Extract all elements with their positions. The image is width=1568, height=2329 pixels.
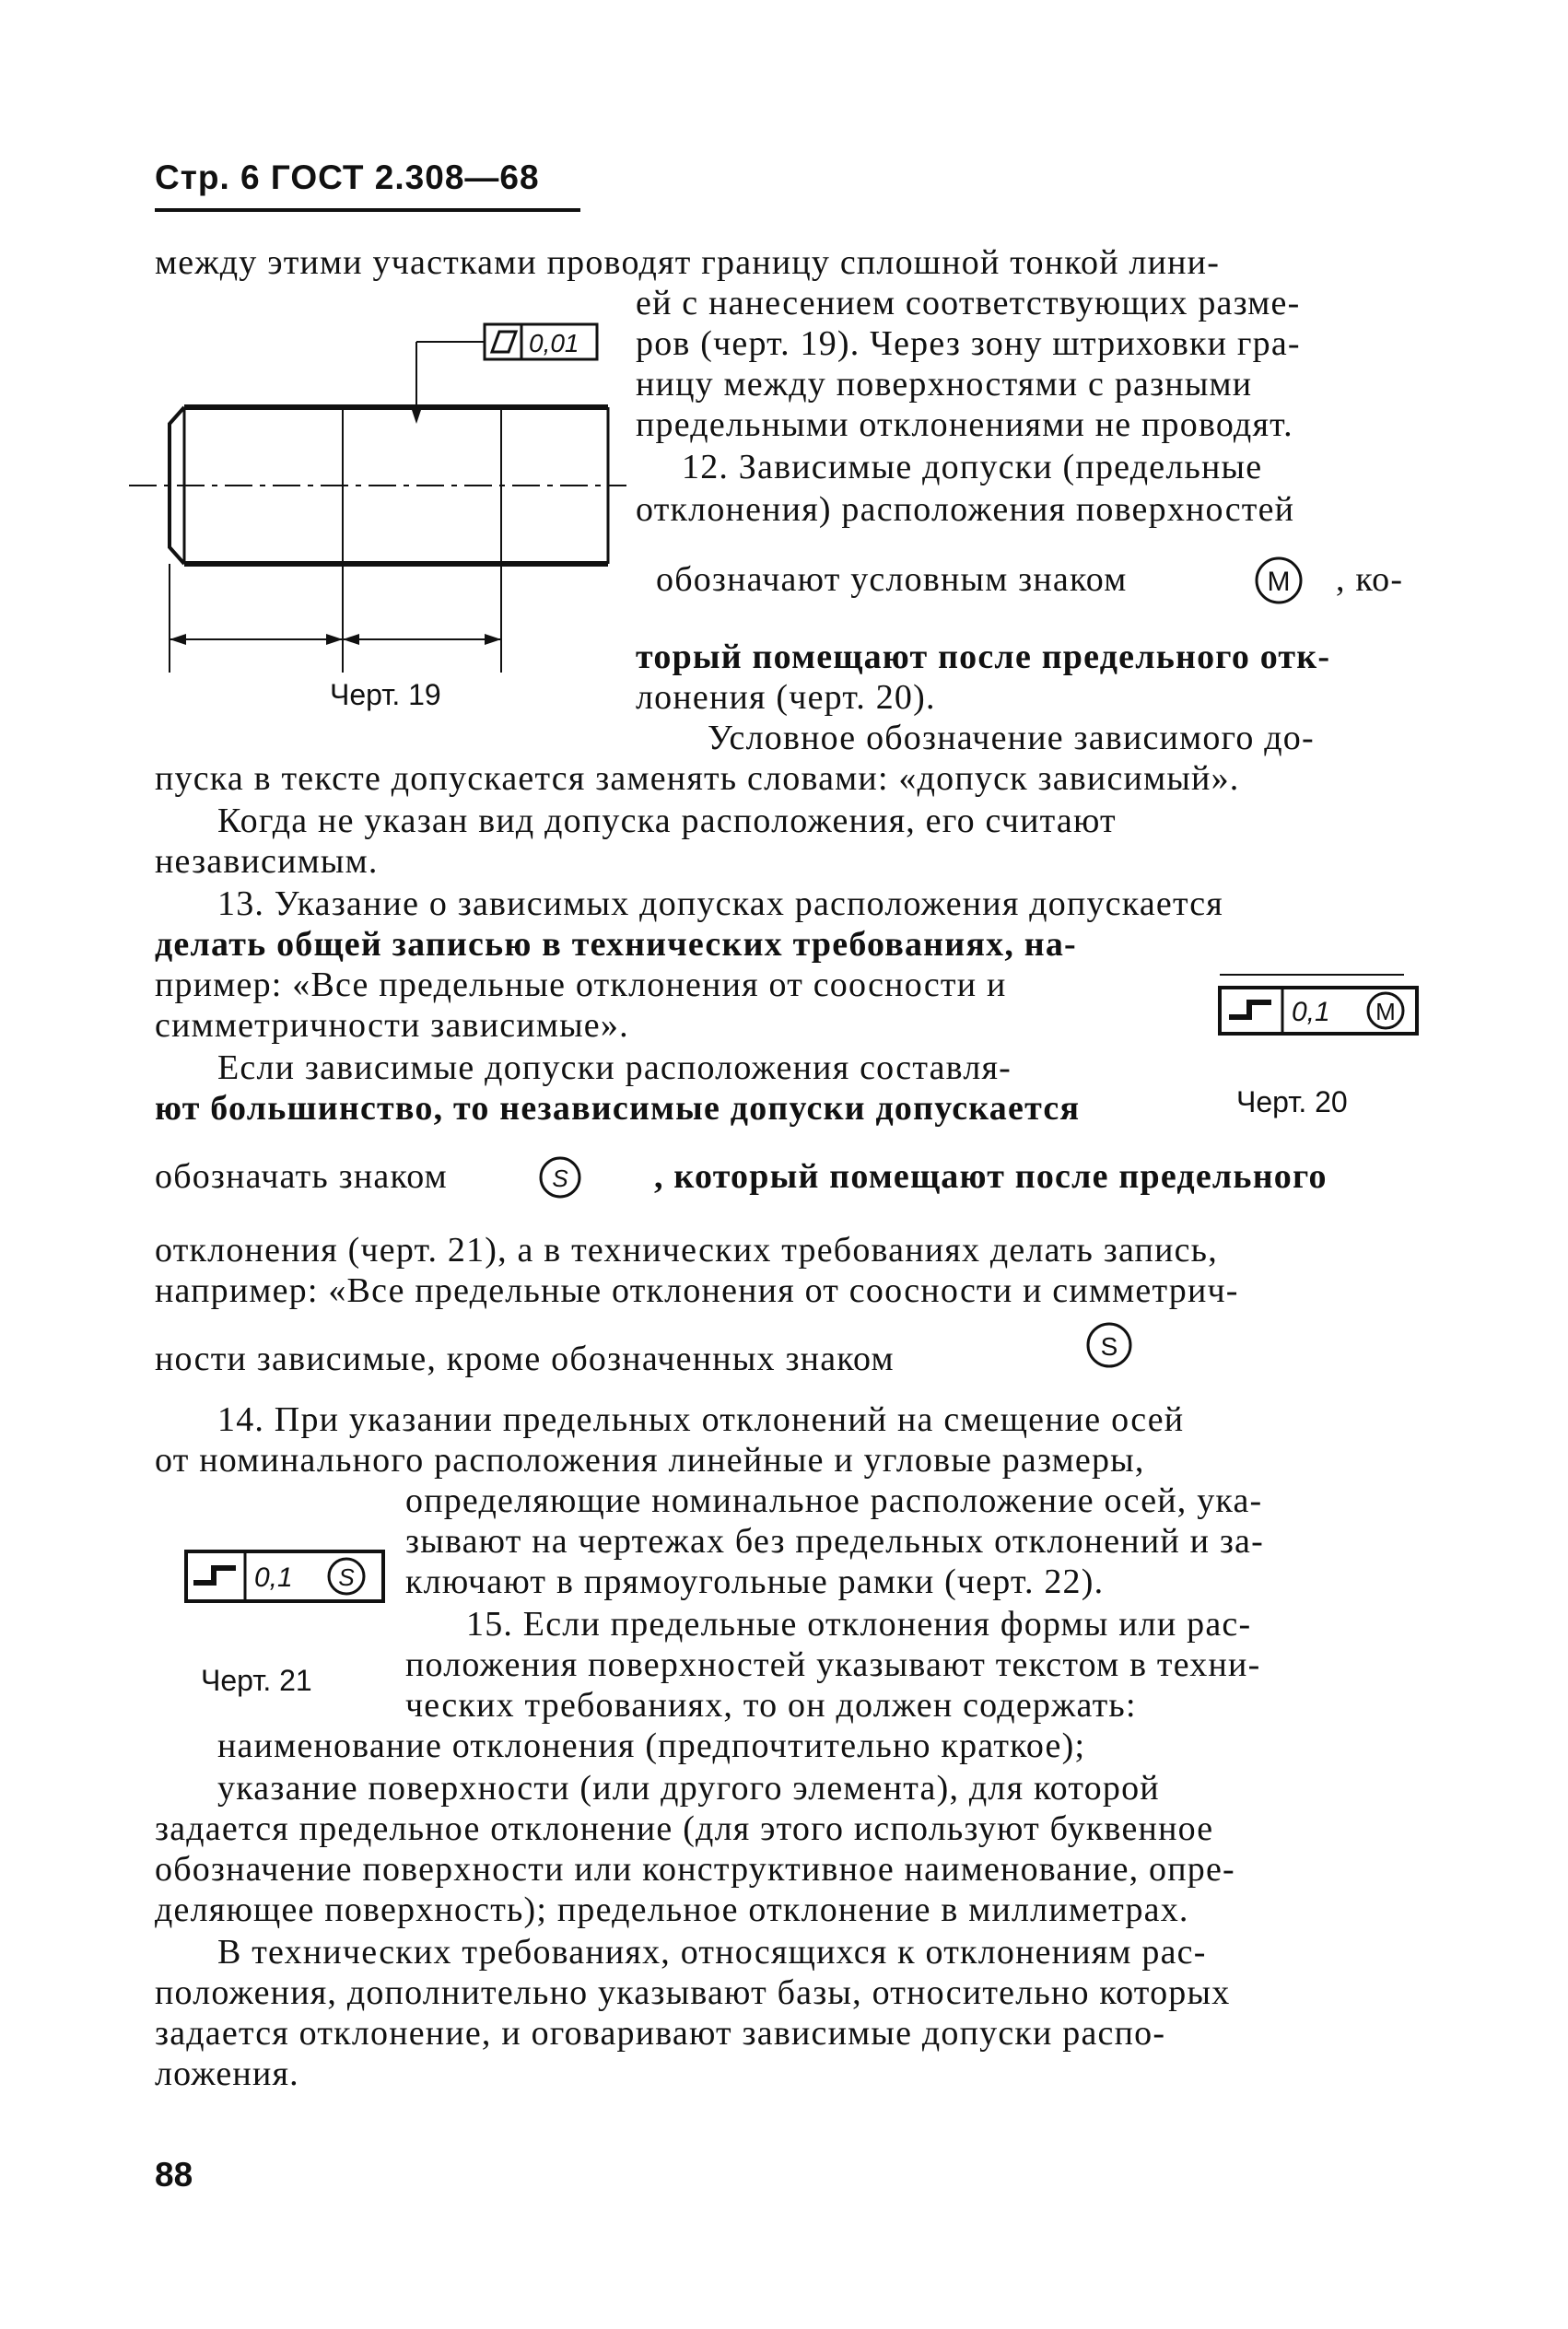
text-line: симметричности зависимые». [155, 1006, 629, 1045]
figure-19-frame-value: 0,01 [529, 329, 579, 357]
figure-21-caption: Черт. 21 [201, 1664, 312, 1697]
text-line: ности зависимые, кроме обозначенных знаком [155, 1340, 895, 1378]
figure-20-frame-symbol: M [1375, 998, 1396, 1025]
text-line: положения, дополнительно указывают базы, относительно которых [155, 1973, 1231, 2012]
position-symbol-icon [193, 1568, 236, 1583]
text-line: зывают на чертежах без предельных отклонений и за- [405, 1522, 1264, 1561]
text-line: пуска в тексте допускается заменять словами: «допуск зависимый». [155, 759, 1240, 798]
figure-21-frame [181, 1546, 389, 1610]
text-line: обозначать знаком [155, 1157, 448, 1196]
text-line: лонения (черт. 20). [636, 678, 936, 717]
s-circle-icon [536, 1153, 584, 1201]
text-line: В технических требованиях, относящихся к отклонениям рас- [217, 1933, 1207, 1972]
figure-20-frame [1214, 975, 1422, 1039]
text-line: 12. Зависимые допуски (предельные [682, 448, 1263, 486]
text-line: задается отклонение, и оговаривают зависимые допуски распо- [155, 2014, 1166, 2053]
m-circle-letter: M [1267, 567, 1291, 597]
m-circle-icon [1251, 553, 1306, 608]
text-line: , ко- [1336, 560, 1404, 599]
text-line: ключают в прямоугольные рамки (черт. 22). [405, 1562, 1105, 1601]
text-line: отклонения) расположения поверхностей [636, 490, 1295, 529]
text-line: обозначение поверхности или конструктивное наименование, опре- [155, 1850, 1235, 1889]
text-line: ческих требованиях, то он должен содержать: [405, 1686, 1137, 1725]
page-header: Стр. 6 ГОСТ 2.308—68 [155, 158, 540, 196]
text-line: делать общей записью в технических требованиях, на- [155, 925, 1077, 964]
text-line: Условное обозначение зависимого до- [708, 719, 1315, 757]
header-rule [155, 208, 580, 212]
text-line: обозначают условным знаком [656, 560, 1128, 599]
page-number: 88 [155, 2156, 193, 2194]
figure-20-frame-value: 0,1 [1292, 997, 1330, 1027]
text-line: между этими участками проводят границу сплошной тонкой лини- [155, 243, 1221, 282]
text-line: 15. Если предельные отклонения формы или рас- [466, 1605, 1252, 1644]
text-line: от номинального расположения линейные и угловые размеры, [155, 1441, 1145, 1480]
figure-21-frame-value: 0,1 [254, 1562, 293, 1593]
text-line: торый помещают после предельного отк- [636, 638, 1331, 676]
s-circle-letter: S [552, 1164, 568, 1192]
text-line: 14. При указании предельных отклонений на смещение осей [217, 1400, 1185, 1439]
text-line: указание поверхности (или другого элемента), для которой [217, 1769, 1160, 1808]
text-line: предельными отклонениями не проводят. [636, 405, 1293, 444]
figure-19-drawing [129, 304, 626, 691]
figure-19-caption: Черт. 19 [330, 678, 441, 711]
text-line: пример: «Все предельные отклонения от соосности и [155, 966, 1007, 1004]
s-circle-letter-2: S [1100, 1332, 1118, 1361]
text-line: ют большинство, то независимые допуски допускается [155, 1089, 1081, 1128]
text-line: , который помещают после предельного [654, 1157, 1328, 1196]
text-line: например: «Все предельные отклонения от соосности и симметрич- [155, 1271, 1239, 1310]
figure-20-caption: Черт. 20 [1236, 1085, 1348, 1118]
text-line: отклонения (черт. 21), а в технических требованиях делать запись, [155, 1231, 1218, 1270]
text-line: ницу между поверхностями с разными [636, 365, 1253, 404]
text-line: определяющие номинальное расположение осей, ука- [405, 1481, 1263, 1520]
text-line: Если зависимые допуски расположения составля- [217, 1048, 1012, 1087]
text-line: деляющее поверхность); предельное отклонение в миллиметрах. [155, 1890, 1189, 1929]
figure-21-frame-symbol: S [338, 1563, 355, 1591]
text-line: задается предельное отклонение (для этого используют буквенное [155, 1809, 1214, 1848]
flatness-symbol-icon [492, 332, 516, 352]
text-line: ров (черт. 19). Через зону штриховки гра- [636, 324, 1301, 363]
text-line: ей с нанесением соответствующих разме- [636, 284, 1301, 322]
text-line: 13. Указание о зависимых допусках расположения допускается [217, 884, 1223, 923]
text-line: положения поверхностей указывают текстом в техни- [405, 1645, 1261, 1684]
s-circle-icon-2 [1083, 1319, 1135, 1371]
text-line: ложения. [155, 2054, 299, 2093]
position-symbol-icon [1229, 1002, 1271, 1017]
text-line: Когда не указан вид допуска расположения, его считают [217, 802, 1117, 840]
text-line: независимым. [155, 842, 379, 881]
text-line: наименование отклонения (предпочтительно краткое); [217, 1726, 1086, 1765]
